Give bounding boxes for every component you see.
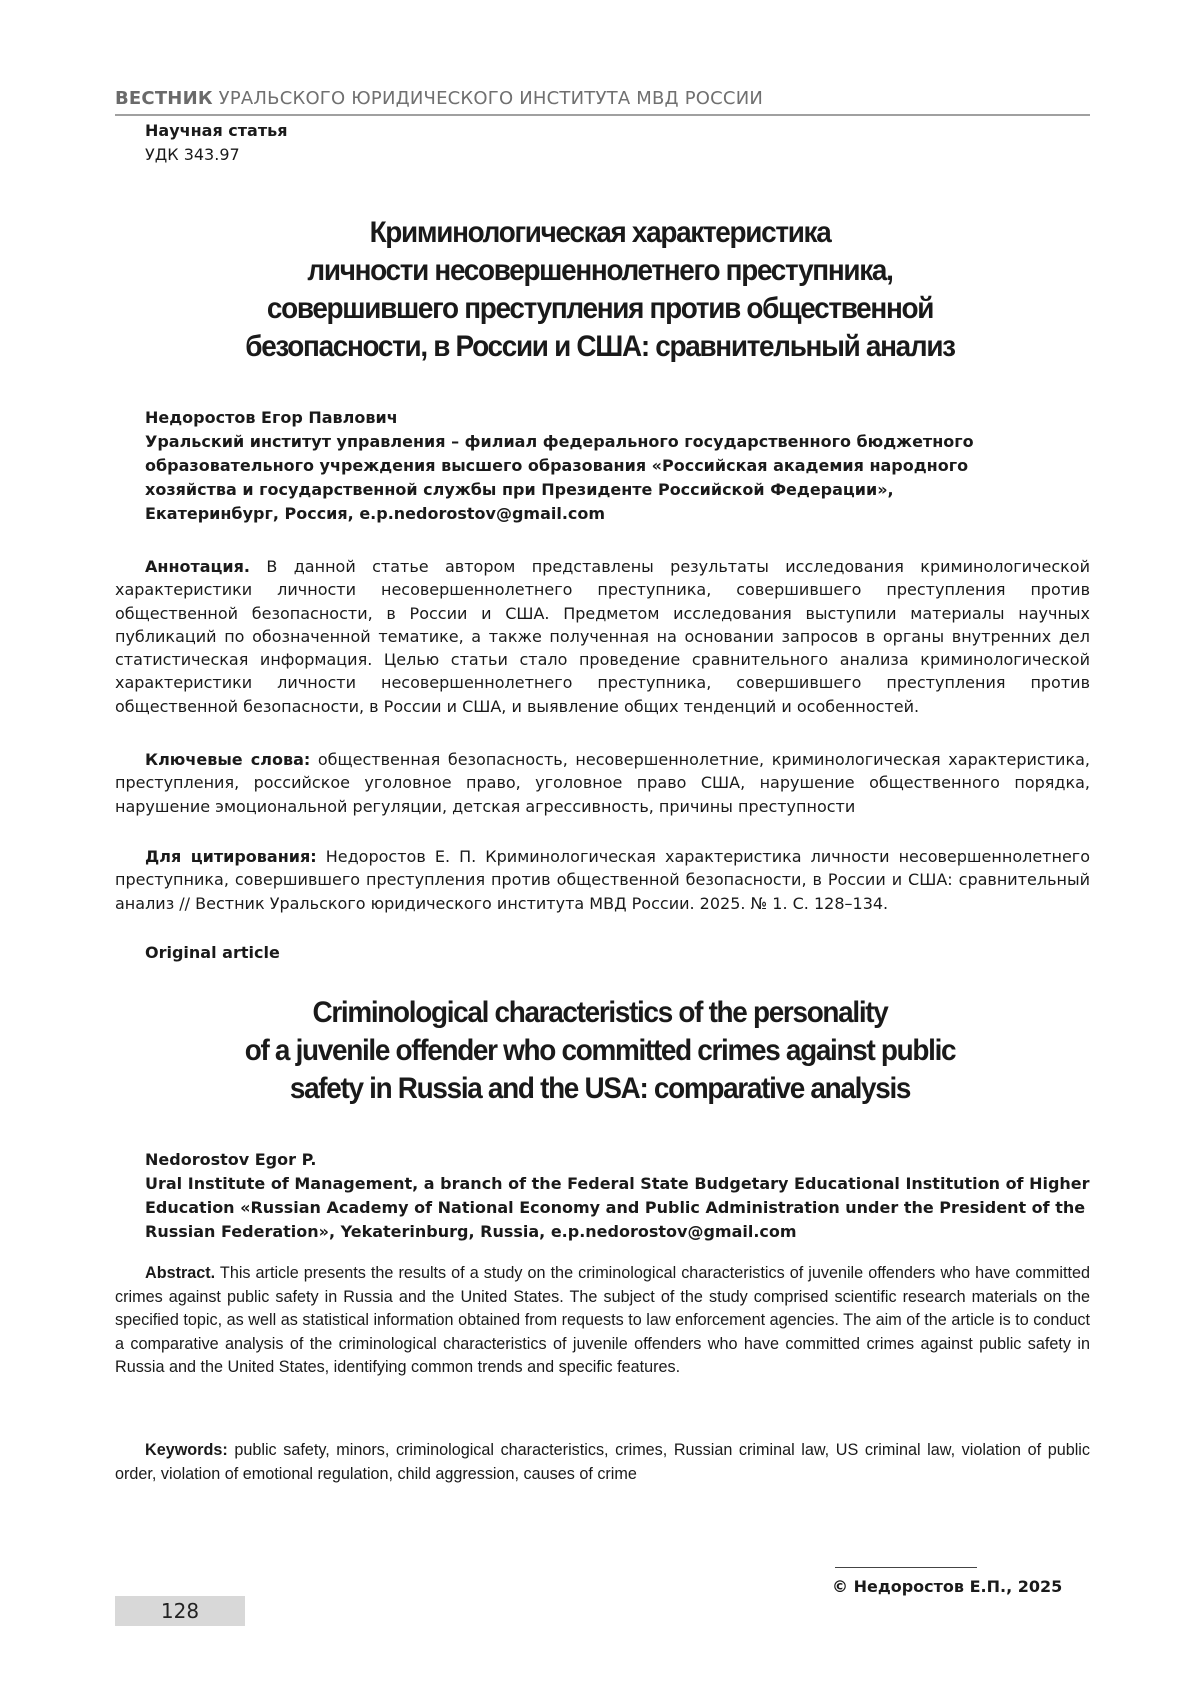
affiliation-line: хозяйства и государственной службы при Президенте Российской Федерации»,	[145, 480, 894, 499]
title-en	[177, 994, 1023, 1108]
citation-ru-text: Недоростов Е. П. Криминологическая характеристика личности несовершеннолетнего преступника, совершившего преступления против общественной безопасности, в России и США: сравнительный анализ // Вестник Уральского юридического института МВД России. 2025. № 1. С. 128–134.	[115, 847, 1091, 913]
abstract-ru-label: Аннотация.	[145, 557, 250, 576]
affiliation-line: Russian Federation», Yekaterinburg, Russia, e.p.nedorostov@gmail.com	[145, 1222, 797, 1241]
affiliation-line: Ural Institute of Management, a branch of the Federal State Budgetary Educational Institution of Higher	[145, 1174, 1090, 1193]
citation-ru	[115, 845, 1090, 915]
udc-code: УДК 343.97	[145, 145, 240, 164]
author-name-en: Nedorostov Egor P.	[145, 1150, 317, 1169]
keywords-en	[115, 1439, 1090, 1486]
page-number: 128	[160, 1599, 200, 1623]
header-rule	[115, 114, 1090, 116]
keywords-en-text: public safety, minors, criminological characteristics, crimes, Russian criminal law, US criminal law, violation of public order, violation of emotional regulation, child aggression, causes of crime	[115, 1441, 1090, 1483]
title-ru-line: личности несовершеннолетнего преступника,	[307, 254, 893, 287]
title-en-line: Criminological characteristics of the personality	[312, 996, 888, 1029]
title-ru-line: Криминологическая характеристика	[369, 216, 831, 249]
title-en-line: of a juvenile offender who committed crimes against public	[244, 1034, 956, 1067]
journal-header-bold: ВЕСТНИК	[115, 88, 213, 109]
affiliation-line: образовательного учреждения высшего образования «Российская академия народного	[145, 456, 969, 475]
article-type-en: Original article	[145, 943, 280, 962]
title-ru-line: совершившего преступления против общественной	[266, 292, 934, 325]
affiliation-line: Education «Russian Academy of National Economy and Public Administration under the President of the	[145, 1198, 1086, 1217]
title-ru-line: безопасности, в России и США: сравнительный анализ	[245, 330, 955, 363]
keywords-ru-text: общественная безопасность, несовершеннолетние, криминологическая характеристика, преступления, российское уголовное право, уголовное право США, нарушение общественного порядка, нарушение эмоциональной регуляции, детская агрессивность, причины преступности	[115, 750, 1090, 816]
affiliation-line: Уральский институт управления – филиал федерального государственного бюджетного	[145, 432, 974, 451]
title-en-line: safety in Russia and the USA: comparative analysis	[289, 1072, 911, 1105]
abstract-ru-text: В данной статье автором представлены результаты исследования криминологической характеристики личности несовершеннолетнего преступника, совершившего преступления против общественной безопасности, в России и США. Предметом исследования выступили материалы научных публикаций по обозначенной тематике, а также полученная на основании запросов в органы внутренних дел статистическая информация. Целью статьи стало проведение сравнительного анализа криминологической характеристики личности несовершеннолетнего преступника, совершившего преступления против общественной безопасности, в России и США, и выявление общих тенденций и особенностей.	[115, 557, 1090, 716]
author-block-ru	[145, 406, 1105, 526]
abstract-en	[115, 1262, 1090, 1380]
abstract-en-text: This article presents the results of a study on the criminological characteristics of juvenile offenders who have committed crimes against public safety in Russia and the United States. The subject of the study comprised scientific research materials on the specified topic, as well as statistical information obtained from requests to law enforcement agencies. The aim of the article is to conduct a comparative analysis of the criminological characteristics of juvenile offenders who have committed crimes against public safety in Russia and the United States, identifying common trends and specific features.	[115, 1264, 1090, 1377]
citation-ru-label: Для цитирования:	[145, 847, 317, 866]
affiliation-line: Екатеринбург, Россия, e.p.nedorostov@gmail.com	[145, 504, 606, 523]
keywords-ru	[115, 748, 1090, 818]
author-block-en	[145, 1148, 1105, 1244]
abstract-en-label: Abstract.	[145, 1264, 216, 1282]
author-name-ru: Недоростов Егор Павлович	[145, 408, 398, 427]
copyright-notice: © Недоростов Е.П., 2025	[832, 1577, 1063, 1596]
abstract-ru	[115, 555, 1090, 718]
keywords-en-label: Keywords:	[145, 1441, 228, 1459]
journal-header	[115, 88, 1090, 109]
journal-header-rest: УРАЛЬСКОГО ЮРИДИЧЕСКОГО ИНСТИТУТА МВД РОССИИ	[212, 88, 764, 109]
article-type-ru: Научная статья	[145, 121, 288, 140]
keywords-ru-label: Ключевые слова:	[145, 750, 311, 769]
title-ru	[177, 214, 1023, 366]
footnote-rule	[835, 1567, 977, 1568]
